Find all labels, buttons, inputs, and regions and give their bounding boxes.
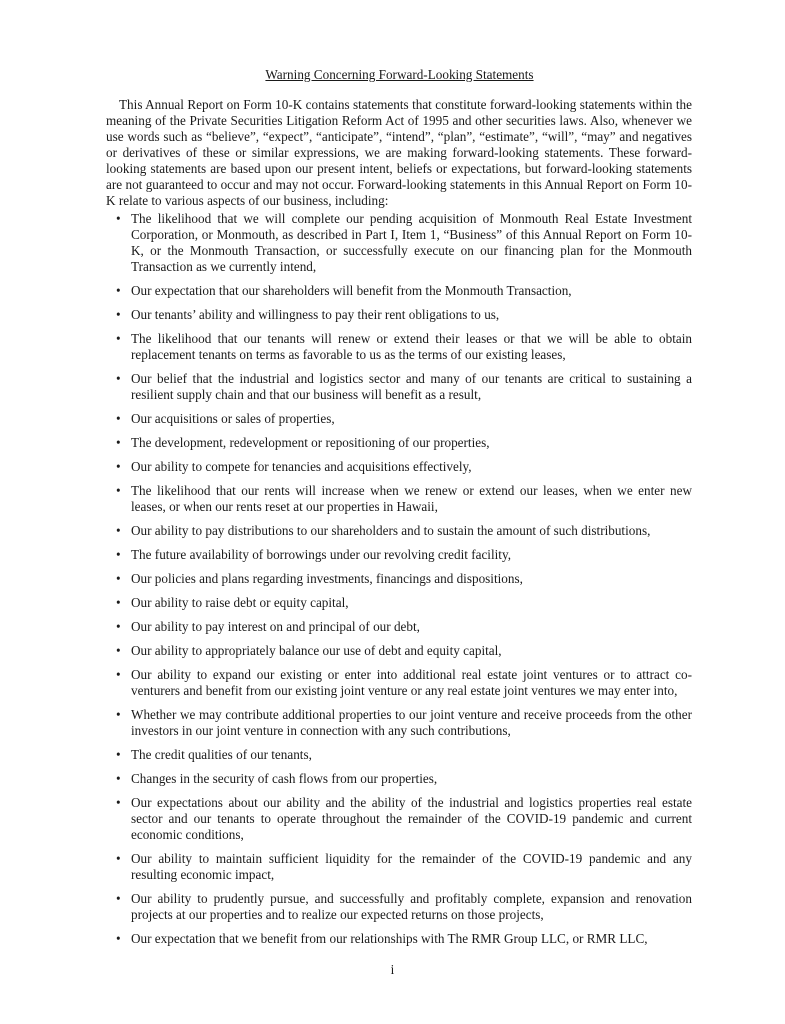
list-item [107,747,692,763]
list-item [107,643,692,659]
list-item [107,795,692,843]
bullet-icon: • [116,283,121,298]
bullet-icon: • [116,571,121,586]
list-item-text: Our policies and plans regarding investments, financings and dispositions, [131,571,523,586]
list-item [107,307,692,323]
list-item-text: The credit qualities of our tenants, [131,747,312,762]
list-item [107,547,692,563]
list-item [107,771,692,787]
bullet-icon: • [116,619,121,634]
list-item-text: The development, redevelopment or repositioning of our properties, [131,435,490,450]
bullet-icon: • [116,307,121,322]
list-item-text: Our ability to pay distributions to our shareholders and to sustain the amount of such distributions, [131,523,651,538]
forward-looking-list [107,211,692,947]
list-item-text: Our expectation that we benefit from our relationships with The RMR Group LLC, or RMR LLC, [131,931,648,946]
list-item-text: Our belief that the industrial and logistics sector and many of our tenants are critical to sustaining a resilient supply chain and that our business will benefit as a result, [131,371,692,402]
list-item-text: The likelihood that our tenants will renew or extend their leases or that we will be able to obtain replacement tenants on terms as favorable to us as the terms of our existing leases, [131,331,692,362]
list-item-text: Our ability to expand our existing or enter into additional real estate joint ventures or to attract co-venturers and benefit from our existing joint venture or any real estate joint ventures we may enter into, [131,667,692,698]
bullet-icon: • [116,411,121,426]
list-item-text: Our expectations about our ability and the ability of the industrial and logistics properties real estate sector and our tenants to operate throughout the remainder of the COVID-19 pandemic and current economic conditions, [131,795,692,842]
list-item-text: Our expectation that our shareholders will benefit from the Monmouth Transaction, [131,283,572,298]
list-item [107,283,692,299]
list-item [107,459,692,475]
list-item-text: Our acquisitions or sales of properties, [131,411,335,426]
list-item-text: Changes in the security of cash flows from our properties, [131,771,438,786]
list-item-text: The likelihood that we will complete our pending acquisition of Monmouth Real Estate Investment Corporation, or Monmouth, as described in Part I, Item 1, “Business” of this Annual Report on Form 10-K, or the Monmouth Transaction, or successfully execute on our financing plan for the Monmouth Transaction as we currently intend, [131,211,692,274]
list-item [107,619,692,635]
bullet-icon: • [116,435,121,450]
list-item [107,523,692,539]
bullet-icon: • [116,371,121,386]
list-item-text: Our ability to pay interest on and principal of our debt, [131,619,420,634]
bullet-icon: • [116,667,121,682]
bullet-icon: • [116,747,121,762]
bullet-icon: • [116,547,121,562]
section-heading: Warning Concerning Forward-Looking Statements [265,67,534,82]
bullet-icon: • [116,851,121,866]
list-item-text: Our ability to maintain sufficient liquidity for the remainder of the COVID-19 pandemic and any resulting economic impact, [131,851,692,882]
intro-paragraph: This Annual Report on Form 10-K contains statements that constitute forward-looking statements within the meaning of the Private Securities Litigation Reform Act of 1995 and other securities laws. Also, whenever we use words such as “believe”, “expect”, “anticipate”, “intend”, “plan”, “estimate”, “will”, “may” and negatives or derivatives of these or similar expressions, we are making forward-looking statements. These forward-looking statements are based upon our present intent, beliefs or expectations, but forward-looking statements are not guaranteed to occur and may not occur. Forward-looking statements in this Annual Report on Form 10-K relate to various aspects of our business, including: [106,97,692,208]
list-item [107,931,692,947]
bullet-icon: • [116,523,121,538]
document-page [107,66,692,955]
list-item-text: The likelihood that our rents will increase when we renew or extend our leases, when we enter new leases, or when our rents reset at our properties in Hawaii, [131,483,692,514]
page-number: i [390,962,395,977]
list-item [107,707,692,739]
list-item [107,571,692,587]
list-item [107,891,692,923]
bullet-icon: • [116,331,121,346]
list-item-text: Our ability to appropriately balance our use of debt and equity capital, [131,643,502,658]
list-item [107,851,692,883]
bullet-icon: • [116,707,121,722]
bullet-icon: • [116,483,121,498]
list-item-text: Our ability to prudently pursue, and successfully and profitably complete, expansion and renovation projects at our properties and to realize our expected returns on those projects, [131,891,692,922]
bullet-icon: • [116,595,121,610]
bullet-icon: • [116,459,121,474]
list-item [107,331,692,363]
bullet-icon: • [116,891,121,906]
list-item-text: The future availability of borrowings under our revolving credit facility, [131,547,511,562]
list-item [107,595,692,611]
list-item [107,371,692,403]
list-item [107,411,692,427]
list-item-text: Whether we may contribute additional properties to our joint venture and receive proceeds from the other investors in our joint venture in connection with any such contributions, [131,707,692,738]
list-item [107,435,692,451]
bullet-icon: • [116,211,121,226]
list-item [107,667,692,699]
list-item-text: Our ability to raise debt or equity capital, [131,595,349,610]
bullet-icon: • [116,795,121,810]
list-item-text: Our ability to compete for tenancies and acquisitions effectively, [131,459,472,474]
bullet-icon: • [116,931,121,946]
list-item-text: Our tenants’ ability and willingness to pay their rent obligations to us, [131,307,500,322]
bullet-icon: • [116,643,121,658]
list-item [107,211,692,275]
list-item [107,483,692,515]
bullet-icon: • [116,771,121,786]
